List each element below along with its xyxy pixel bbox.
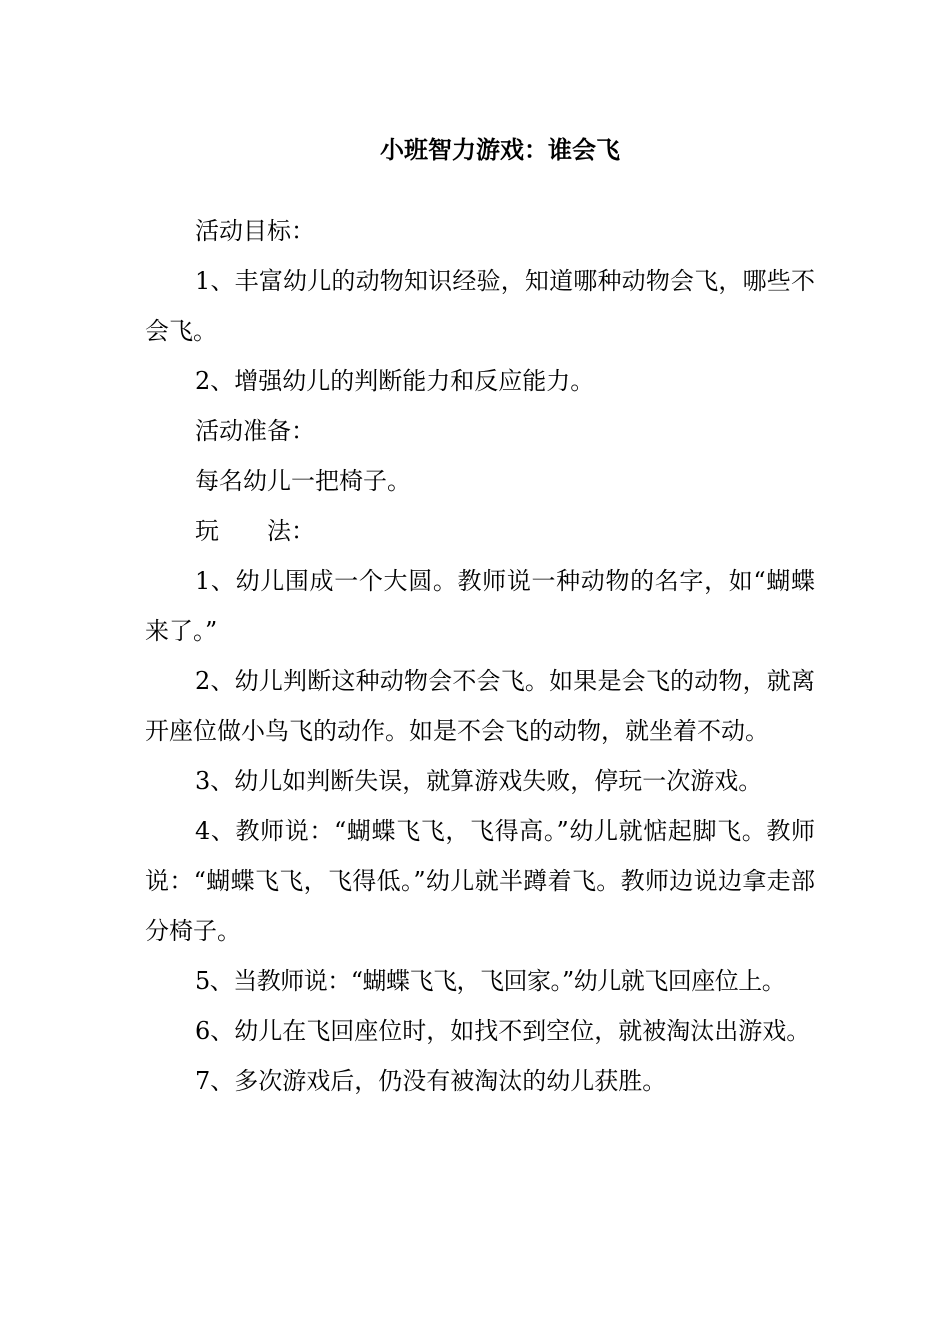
prep-heading: 活动准备： xyxy=(195,417,315,445)
document-body xyxy=(145,206,815,1106)
play-heading: 玩 法： xyxy=(195,517,315,545)
goal-item-2: 2、增强幼儿的判断能力和反应能力。 xyxy=(195,367,595,395)
play-step-1: 1、幼儿围成一个大圆。教师说一种动物的名字，如“蝴蝶来了。” xyxy=(145,567,815,645)
play-step-5: 5、当教师说：“蝴蝶飞飞，飞回家。”幼儿就飞回座位上。 xyxy=(195,967,786,995)
goal-heading: 活动目标： xyxy=(195,217,315,245)
play-step-6: 6、幼儿在飞回座位时，如找不到空位，就被淘汰出游戏。 xyxy=(195,1017,811,1045)
play-step-3: 3、幼儿如判断失误，就算游戏失败，停玩一次游戏。 xyxy=(195,767,763,795)
document-title: 小班智力游戏：谁会飞 xyxy=(380,135,620,164)
prep-item-1: 每名幼儿一把椅子。 xyxy=(195,467,411,495)
goal-item-1: 1、丰富幼儿的动物知识经验，知道哪种动物会飞，哪些不会飞。 xyxy=(145,267,815,345)
play-step-7: 7、多次游戏后，仍没有被淘汰的幼儿获胜。 xyxy=(195,1067,667,1095)
play-step-2: 2、幼儿判断这种动物会不会飞。如果是会飞的动物，就离开座位做小鸟飞的动作。如是不会飞的动物，就坐着不动。 xyxy=(145,667,815,745)
play-step-4: 4、教师说：“蝴蝶飞飞，飞得高。”幼儿就惦起脚飞。教师说：“蝴蝶飞飞，飞得低。”幼儿就半蹲着飞。教师边说边拿走部分椅子。 xyxy=(145,817,815,945)
